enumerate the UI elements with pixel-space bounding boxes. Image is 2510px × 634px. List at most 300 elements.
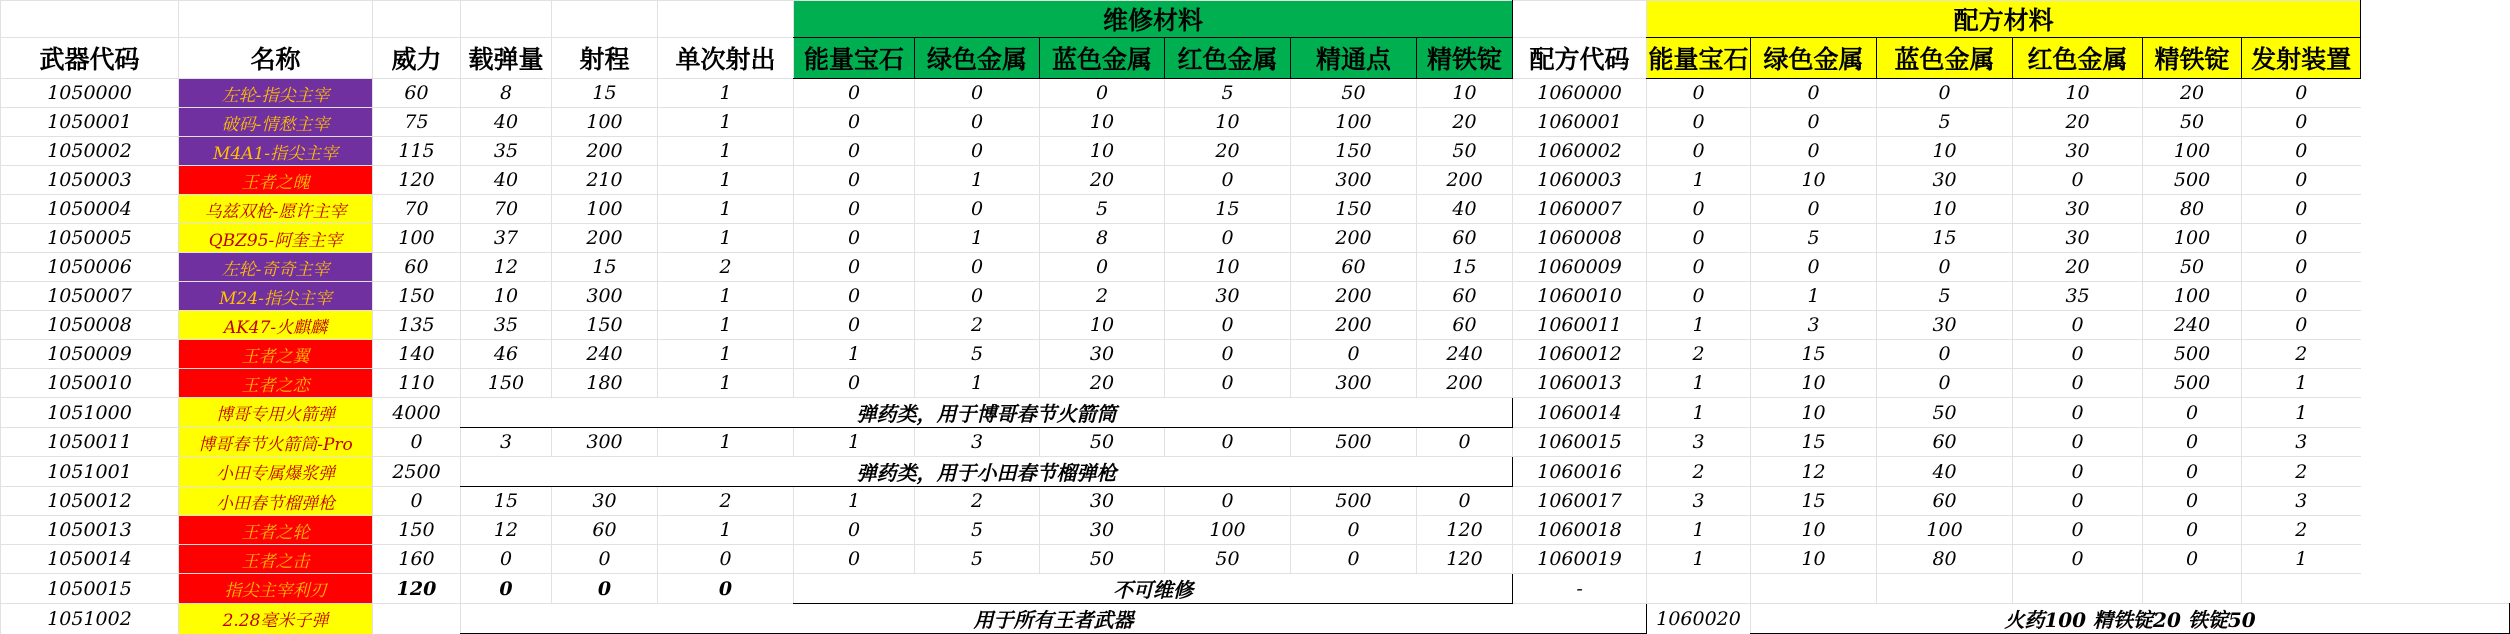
weapon-code-cell: 1050004 bbox=[1, 195, 179, 224]
repair-cell: 0 bbox=[915, 108, 1040, 137]
power-cell: 60 bbox=[373, 79, 461, 108]
repair-cell: 30 bbox=[1165, 282, 1291, 311]
recipe-cell: 0 bbox=[1751, 137, 1877, 166]
table-row bbox=[1, 487, 2510, 516]
ammo-cell: 40 bbox=[461, 166, 552, 195]
recipe-cell: 50 bbox=[2143, 108, 2242, 137]
repair-cell: 0 bbox=[915, 282, 1040, 311]
recipe-cell: 0 bbox=[2013, 340, 2143, 369]
recipe-cell: 0 bbox=[2143, 457, 2242, 487]
recipe-code-cell: - bbox=[1513, 574, 1647, 604]
repair-cell: 1 bbox=[794, 340, 915, 369]
power-cell: 120 bbox=[373, 166, 461, 195]
power-cell: 160 bbox=[373, 545, 461, 574]
recipe-cell: 1 bbox=[2242, 398, 2361, 428]
repair-cell: 5 bbox=[1165, 79, 1291, 108]
col-per-shot: 单次射出 bbox=[658, 38, 794, 79]
ammo-cell: 150 bbox=[461, 369, 552, 398]
repair-cell: 1 bbox=[915, 369, 1040, 398]
weapon-code-cell: 1050008 bbox=[1, 311, 179, 340]
repair-cell: 300 bbox=[1291, 166, 1417, 195]
weapon-name-cell: 博哥专用火箭弹 bbox=[179, 398, 373, 428]
range-cell: 200 bbox=[552, 224, 658, 253]
repair-cell: 15 bbox=[1165, 195, 1291, 224]
recipe-cell: 240 bbox=[2143, 311, 2242, 340]
power-cell bbox=[373, 604, 461, 634]
recipe-cell: 60 bbox=[1877, 487, 2013, 516]
weapon-name-cell: 博哥春节火箭筒-Pro bbox=[179, 428, 373, 457]
per-shot-cell: 1 bbox=[658, 369, 794, 398]
range-cell: 30 bbox=[552, 487, 658, 516]
power-cell: 70 bbox=[373, 195, 461, 224]
recipe-cell: 0 bbox=[2143, 545, 2242, 574]
recipe-cell bbox=[2013, 574, 2143, 604]
range-cell: 15 bbox=[552, 79, 658, 108]
recipe-cell: 0 bbox=[2143, 428, 2242, 457]
repair-cell: 50 bbox=[1040, 428, 1165, 457]
repair-cell: 8 bbox=[1040, 224, 1165, 253]
recipe-cell: 2 bbox=[2242, 340, 2361, 369]
col-ammo: 载弹量 bbox=[461, 38, 552, 79]
repair-cell: 500 bbox=[1291, 428, 1417, 457]
recipe-cell: 500 bbox=[2143, 340, 2242, 369]
repair-cell: 150 bbox=[1291, 137, 1417, 166]
repair-cell: 0 bbox=[915, 79, 1040, 108]
repair-cell: 60 bbox=[1417, 282, 1513, 311]
note-cell: 弹药类，用于博哥春节火箭筒 bbox=[461, 398, 1513, 428]
recipe-code-cell: 1060012 bbox=[1513, 340, 1647, 369]
per-shot-cell: 1 bbox=[658, 340, 794, 369]
recipe-cell: 0 bbox=[2013, 398, 2143, 428]
table-row bbox=[1, 604, 2510, 634]
recipe-cell: 3 bbox=[1751, 311, 1877, 340]
repair-cell: 20 bbox=[1417, 108, 1513, 137]
table-row bbox=[1, 574, 2510, 604]
recipe-cell: 2 bbox=[1647, 457, 1751, 487]
range-cell: 180 bbox=[552, 369, 658, 398]
recipe-cell: 1 bbox=[1647, 516, 1751, 545]
recipe-cell: 20 bbox=[2013, 108, 2143, 137]
col-recipe-blue-metal: 蓝色金属 bbox=[1877, 38, 2013, 79]
repair-cell: 0 bbox=[1291, 516, 1417, 545]
col-recipe-launcher: 发射装置 bbox=[2242, 38, 2361, 79]
recipe-cell: 0 bbox=[2013, 516, 2143, 545]
repair-cell: 3 bbox=[915, 428, 1040, 457]
per-shot-cell: 0 bbox=[658, 574, 794, 604]
per-shot-cell: 0 bbox=[658, 545, 794, 574]
recipe-cell: 0 bbox=[2143, 516, 2242, 545]
recipe-cell: 10 bbox=[1751, 369, 1877, 398]
repair-cell: 2 bbox=[915, 311, 1040, 340]
repair-cell: 0 bbox=[1040, 79, 1165, 108]
recipe-cell: 0 bbox=[2242, 166, 2361, 195]
table-row bbox=[1, 340, 2510, 369]
weapon-name-cell: 王者之轮 bbox=[179, 516, 373, 545]
recipe-cell: 1 bbox=[1647, 398, 1751, 428]
recipe-cell: 10 bbox=[1751, 516, 1877, 545]
recipe-cell: 10 bbox=[1751, 398, 1877, 428]
repair-cell: 20 bbox=[1040, 166, 1165, 195]
range-cell: 200 bbox=[552, 137, 658, 166]
table-row bbox=[1, 79, 2510, 108]
recipe-cell: 3 bbox=[2242, 487, 2361, 516]
repair-cell: 0 bbox=[915, 253, 1040, 282]
repair-cell: 20 bbox=[1165, 137, 1291, 166]
range-cell: 15 bbox=[552, 253, 658, 282]
col-recipe-code: 配方代码 bbox=[1513, 38, 1647, 79]
ammo-cell: 0 bbox=[461, 545, 552, 574]
recipe-cell: 15 bbox=[1751, 487, 1877, 516]
ammo-cell: 15 bbox=[461, 487, 552, 516]
recipe-cell: 0 bbox=[2242, 137, 2361, 166]
recipe-cell: 20 bbox=[2143, 79, 2242, 108]
repair-cell: 30 bbox=[1040, 516, 1165, 545]
repair-cell: 20 bbox=[1040, 369, 1165, 398]
per-shot-cell: 1 bbox=[658, 311, 794, 340]
repair-cell: 2 bbox=[1040, 282, 1165, 311]
repair-cell: 0 bbox=[794, 545, 915, 574]
weapon-name-cell: M4A1-指尖主宰 bbox=[179, 137, 373, 166]
ammo-cell: 35 bbox=[461, 311, 552, 340]
repair-cell: 0 bbox=[1417, 487, 1513, 516]
recipe-cell bbox=[2242, 574, 2361, 604]
recipe-cell bbox=[2143, 574, 2242, 604]
repair-cell: 0 bbox=[794, 166, 915, 195]
weapon-name-cell: M24-指尖主宰 bbox=[179, 282, 373, 311]
range-cell: 300 bbox=[552, 282, 658, 311]
repair-cell: 200 bbox=[1417, 166, 1513, 195]
recipe-cell: 0 bbox=[1877, 253, 2013, 282]
weapon-code-cell: 1050000 bbox=[1, 79, 179, 108]
recipe-note-cell: 火药100 精铁锭20 铁锭50 bbox=[1751, 604, 2510, 634]
repair-cell: 30 bbox=[1040, 487, 1165, 516]
recipe-cell: 0 bbox=[1647, 137, 1751, 166]
repair-cell: 1 bbox=[794, 487, 915, 516]
table-row bbox=[1, 224, 2510, 253]
repair-cell: 50 bbox=[1040, 545, 1165, 574]
repair-cell: 0 bbox=[915, 137, 1040, 166]
recipe-cell: 0 bbox=[1877, 369, 2013, 398]
repair-cell: 60 bbox=[1291, 253, 1417, 282]
weapon-name-cell: 王者之击 bbox=[179, 545, 373, 574]
recipe-cell: 30 bbox=[2013, 224, 2143, 253]
repair-cell: 0 bbox=[794, 108, 915, 137]
per-shot-cell: 1 bbox=[658, 428, 794, 457]
recipe-cell: 30 bbox=[2013, 137, 2143, 166]
range-cell: 150 bbox=[552, 311, 658, 340]
note-cell: 弹药类，用于小田春节榴弹枪 bbox=[461, 457, 1513, 487]
table-row bbox=[1, 545, 2510, 574]
weapon-code-cell: 1050007 bbox=[1, 282, 179, 311]
ammo-cell: 3 bbox=[461, 428, 552, 457]
recipe-cell: 3 bbox=[1647, 428, 1751, 457]
repair-cell: 1 bbox=[794, 428, 915, 457]
repair-cell: 5 bbox=[915, 516, 1040, 545]
repair-cell: 200 bbox=[1291, 282, 1417, 311]
recipe-cell: 1 bbox=[2242, 369, 2361, 398]
repair-cell: 0 bbox=[1165, 224, 1291, 253]
recipe-code-cell: 1060014 bbox=[1513, 398, 1647, 428]
col-weapon-code: 武器代码 bbox=[1, 38, 179, 79]
recipe-cell: 0 bbox=[1647, 282, 1751, 311]
recipe-cell: 10 bbox=[1751, 166, 1877, 195]
repair-cell: 0 bbox=[794, 195, 915, 224]
ammo-cell: 10 bbox=[461, 282, 552, 311]
ammo-cell: 40 bbox=[461, 108, 552, 137]
weapon-code-cell: 1050002 bbox=[1, 137, 179, 166]
col-recipe-green-metal: 绿色金属 bbox=[1751, 38, 1877, 79]
recipe-cell: 0 bbox=[1647, 79, 1751, 108]
recipe-cell: 10 bbox=[1877, 195, 2013, 224]
repair-cell: 300 bbox=[1291, 369, 1417, 398]
repair-cell: 10 bbox=[1040, 108, 1165, 137]
recipe-cell: 0 bbox=[1877, 340, 2013, 369]
weapon-code-cell: 1050006 bbox=[1, 253, 179, 282]
weapon-name-cell: 指尖主宰利刃 bbox=[179, 574, 373, 604]
col-name: 名称 bbox=[179, 38, 373, 79]
recipe-cell: 0 bbox=[2242, 79, 2361, 108]
recipe-cell: 0 bbox=[2013, 311, 2143, 340]
weapon-code-cell: 1050005 bbox=[1, 224, 179, 253]
recipe-cell bbox=[1877, 574, 2013, 604]
repair-cell: 100 bbox=[1291, 108, 1417, 137]
weapon-name-cell: 乌兹双枪-愿许主宰 bbox=[179, 195, 373, 224]
repair-cell: 30 bbox=[1040, 340, 1165, 369]
repair-cell: 60 bbox=[1417, 311, 1513, 340]
table-row bbox=[1, 311, 2510, 340]
recipe-cell: 10 bbox=[1751, 545, 1877, 574]
recipe-code-cell: 1060010 bbox=[1513, 282, 1647, 311]
power-cell: 60 bbox=[373, 253, 461, 282]
ammo-cell: 12 bbox=[461, 516, 552, 545]
repair-cell: 1 bbox=[915, 224, 1040, 253]
recipe-code-cell: 1060009 bbox=[1513, 253, 1647, 282]
per-shot-cell: 1 bbox=[658, 516, 794, 545]
repair-cell: 0 bbox=[1165, 340, 1291, 369]
recipe-cell: 2 bbox=[2242, 457, 2361, 487]
recipe-code-cell: 1060011 bbox=[1513, 311, 1647, 340]
weapon-code-cell: 1050003 bbox=[1, 166, 179, 195]
col-range: 射程 bbox=[552, 38, 658, 79]
range-cell: 60 bbox=[552, 516, 658, 545]
recipe-cell: 100 bbox=[2143, 282, 2242, 311]
per-shot-cell: 1 bbox=[658, 108, 794, 137]
weapon-code-cell: 1050014 bbox=[1, 545, 179, 574]
weapon-name-cell: QBZ95-阿奎主宰 bbox=[179, 224, 373, 253]
recipe-code-cell: 1060015 bbox=[1513, 428, 1647, 457]
repair-cell: 50 bbox=[1165, 545, 1291, 574]
recipe-cell: 1 bbox=[1647, 311, 1751, 340]
weapon-name-cell: 左轮-指尖主宰 bbox=[179, 79, 373, 108]
range-cell: 300 bbox=[552, 428, 658, 457]
recipe-cell: 0 bbox=[2013, 487, 2143, 516]
power-cell: 110 bbox=[373, 369, 461, 398]
recipe-cell: 500 bbox=[2143, 369, 2242, 398]
recipe-cell: 40 bbox=[1877, 457, 2013, 487]
ammo-cell: 37 bbox=[461, 224, 552, 253]
table-row bbox=[1, 253, 2510, 282]
recipe-code-cell: 1060007 bbox=[1513, 195, 1647, 224]
weapon-name-cell: 小田专属爆浆弹 bbox=[179, 457, 373, 487]
per-shot-cell: 2 bbox=[658, 253, 794, 282]
recipe-code-cell: 1060019 bbox=[1513, 545, 1647, 574]
recipe-cell: 100 bbox=[2143, 137, 2242, 166]
weapon-code-cell: 1051001 bbox=[1, 457, 179, 487]
recipe-code-cell: 1060003 bbox=[1513, 166, 1647, 195]
ammo-cell: 35 bbox=[461, 137, 552, 166]
recipe-code-cell: 1060017 bbox=[1513, 487, 1647, 516]
repair-cell: 0 bbox=[1165, 311, 1291, 340]
recipe-cell: 35 bbox=[2013, 282, 2143, 311]
recipe-cell bbox=[1751, 574, 1877, 604]
recipe-cell: 0 bbox=[2242, 108, 2361, 137]
recipe-cell: 50 bbox=[1877, 398, 2013, 428]
recipe-cell: 5 bbox=[1751, 224, 1877, 253]
repair-cell: 0 bbox=[794, 224, 915, 253]
repair-cell: 0 bbox=[1291, 545, 1417, 574]
repair-cell: 0 bbox=[794, 282, 915, 311]
recipe-cell: 5 bbox=[1877, 108, 2013, 137]
repair-cell: 120 bbox=[1417, 545, 1513, 574]
weapon-name-cell: 王者之恋 bbox=[179, 369, 373, 398]
weapon-code-cell: 1050011 bbox=[1, 428, 179, 457]
recipe-cell: 0 bbox=[2013, 457, 2143, 487]
col-repair-blue-metal: 蓝色金属 bbox=[1040, 38, 1165, 79]
recipe-cell: 0 bbox=[2143, 398, 2242, 428]
repair-cell: 0 bbox=[1291, 340, 1417, 369]
recipe-cell: 50 bbox=[2143, 253, 2242, 282]
per-shot-cell: 1 bbox=[658, 79, 794, 108]
col-repair-mastery: 精通点 bbox=[1291, 38, 1417, 79]
weapon-code-cell: 1050015 bbox=[1, 574, 179, 604]
repair-cell: 60 bbox=[1417, 224, 1513, 253]
table-row bbox=[1, 428, 2510, 457]
recipe-cell: 1 bbox=[1751, 282, 1877, 311]
repair-cell: 0 bbox=[794, 516, 915, 545]
recipe-cell: 0 bbox=[2242, 224, 2361, 253]
table-row bbox=[1, 398, 2510, 428]
power-cell: 75 bbox=[373, 108, 461, 137]
recipe-cell: 60 bbox=[1877, 428, 2013, 457]
recipe-materials-header: 配方材料 bbox=[1647, 1, 2361, 38]
repair-cell: 10 bbox=[1040, 311, 1165, 340]
repair-cell: 10 bbox=[1417, 79, 1513, 108]
recipe-cell: 80 bbox=[2143, 195, 2242, 224]
recipe-cell: 100 bbox=[2143, 224, 2242, 253]
recipe-code-cell: 1060002 bbox=[1513, 137, 1647, 166]
weapon-name-cell: 王者之翼 bbox=[179, 340, 373, 369]
repair-cell: 0 bbox=[794, 369, 915, 398]
recipe-cell: 0 bbox=[2013, 545, 2143, 574]
recipe-cell: 0 bbox=[1647, 108, 1751, 137]
power-cell: 4000 bbox=[373, 398, 461, 428]
power-cell: 150 bbox=[373, 282, 461, 311]
recipe-cell: 0 bbox=[1647, 195, 1751, 224]
col-repair-iron-ingot: 精铁锭 bbox=[1417, 38, 1513, 79]
repair-note-cell: 不可维修 bbox=[794, 574, 1513, 604]
table-row bbox=[1, 195, 2510, 224]
recipe-code-cell: 1060020 bbox=[1647, 604, 1751, 634]
col-repair-red-metal: 红色金属 bbox=[1165, 38, 1291, 79]
power-cell: 135 bbox=[373, 311, 461, 340]
repair-cell: 10 bbox=[1040, 137, 1165, 166]
range-cell: 240 bbox=[552, 340, 658, 369]
weapon-name-cell: 小田春节榴弹枪 bbox=[179, 487, 373, 516]
recipe-cell: 0 bbox=[1647, 224, 1751, 253]
recipe-cell: 3 bbox=[1647, 487, 1751, 516]
weapon-code-cell: 1050009 bbox=[1, 340, 179, 369]
recipe-cell: 15 bbox=[1751, 428, 1877, 457]
repair-cell: 5 bbox=[1040, 195, 1165, 224]
weapon-code-cell: 1050013 bbox=[1, 516, 179, 545]
repair-cell: 50 bbox=[1291, 79, 1417, 108]
table-row bbox=[1, 137, 2510, 166]
recipe-code-cell: 1060016 bbox=[1513, 457, 1647, 487]
ammo-cell: 12 bbox=[461, 253, 552, 282]
range-cell: 0 bbox=[552, 574, 658, 604]
recipe-code-cell: 1060000 bbox=[1513, 79, 1647, 108]
per-shot-cell: 1 bbox=[658, 195, 794, 224]
recipe-cell: 1 bbox=[1647, 545, 1751, 574]
ammo-cell: 8 bbox=[461, 79, 552, 108]
recipe-cell: 0 bbox=[2242, 282, 2361, 311]
recipe-cell: 0 bbox=[2143, 487, 2242, 516]
recipe-cell: 0 bbox=[1751, 79, 1877, 108]
per-shot-cell: 2 bbox=[658, 487, 794, 516]
weapon-name-cell: 左轮-奇奇主宰 bbox=[179, 253, 373, 282]
table-row bbox=[1, 108, 2510, 137]
recipe-cell: 1 bbox=[1647, 166, 1751, 195]
power-cell: 115 bbox=[373, 137, 461, 166]
repair-materials-header: 维修材料 bbox=[794, 1, 1513, 38]
recipe-cell: 0 bbox=[2013, 428, 2143, 457]
power-cell: 100 bbox=[373, 224, 461, 253]
weapon-name-cell: 王者之魄 bbox=[179, 166, 373, 195]
col-recipe-iron-ingot: 精铁锭 bbox=[2143, 38, 2242, 79]
weapon-name-cell: 破码-情愁主宰 bbox=[179, 108, 373, 137]
recipe-cell: 0 bbox=[1751, 253, 1877, 282]
recipe-cell: 10 bbox=[2013, 79, 2143, 108]
table-row bbox=[1, 369, 2510, 398]
repair-cell: 150 bbox=[1291, 195, 1417, 224]
weapon-code-cell: 1050012 bbox=[1, 487, 179, 516]
recipe-cell: 0 bbox=[2242, 311, 2361, 340]
recipe-code-cell: 1060018 bbox=[1513, 516, 1647, 545]
ammo-cell: 0 bbox=[461, 574, 552, 604]
weapon-code-cell: 1051002 bbox=[1, 604, 179, 634]
repair-cell: 240 bbox=[1417, 340, 1513, 369]
weapon-code-cell: 1050010 bbox=[1, 369, 179, 398]
repair-cell: 0 bbox=[1165, 369, 1291, 398]
repair-cell: 200 bbox=[1291, 311, 1417, 340]
per-shot-cell: 1 bbox=[658, 166, 794, 195]
per-shot-cell: 1 bbox=[658, 224, 794, 253]
range-cell: 100 bbox=[552, 108, 658, 137]
repair-cell: 0 bbox=[794, 311, 915, 340]
recipe-cell: 1 bbox=[2242, 545, 2361, 574]
range-cell: 100 bbox=[552, 195, 658, 224]
repair-cell: 50 bbox=[1417, 137, 1513, 166]
power-cell: 2500 bbox=[373, 457, 461, 487]
col-repair-energy-gem: 能量宝石 bbox=[794, 38, 915, 79]
recipe-cell: 2 bbox=[2242, 516, 2361, 545]
repair-cell: 1 bbox=[915, 166, 1040, 195]
recipe-cell: 1 bbox=[1647, 369, 1751, 398]
range-cell: 0 bbox=[552, 545, 658, 574]
repair-cell: 10 bbox=[1165, 108, 1291, 137]
repair-cell: 0 bbox=[794, 253, 915, 282]
ammo-cell: 70 bbox=[461, 195, 552, 224]
